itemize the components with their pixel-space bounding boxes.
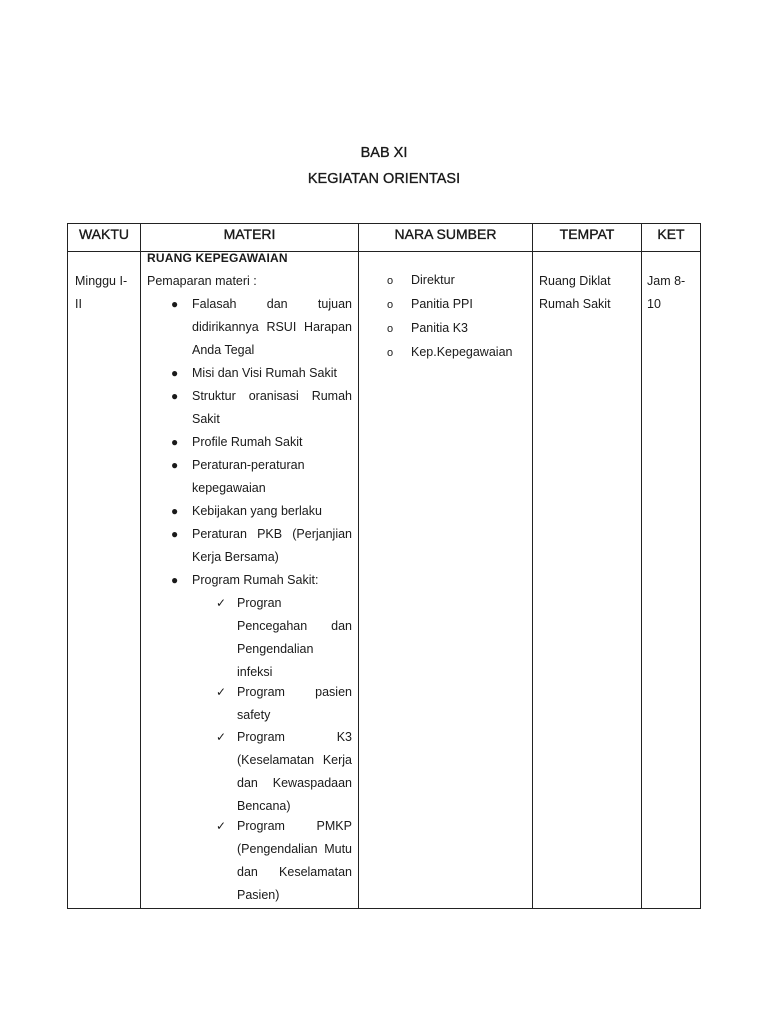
waktu-line: Minggu I- [75, 274, 128, 288]
circle-bullet-icon: o [387, 323, 394, 335]
bullet-icon: ● [171, 389, 179, 403]
bullet-icon: ● [171, 504, 179, 518]
section-title: RUANG KEPEGAWAIAN [147, 251, 288, 265]
nara-sumber-item: o Panitia K3 [387, 321, 468, 335]
bullet-icon: ● [171, 435, 179, 449]
nara-sumber-item: o Panitia PPI [387, 297, 473, 311]
nara-sumber-item: o Kep.Kepegawaian [387, 345, 513, 359]
checkmark-icon: ✓ [216, 685, 227, 699]
materi-item: ● Profile Rumah Sakit [147, 431, 352, 454]
header-nara-sumber: NARA SUMBER [394, 226, 497, 242]
bullet-icon: ● [171, 573, 179, 587]
bullet-icon: ● [171, 366, 179, 380]
ket-cell [647, 270, 685, 316]
checkmark-icon: ✓ [216, 730, 227, 744]
header-waktu: WAKTU [78, 226, 130, 242]
materi-item: ● Kebijakan yang berlaku [147, 500, 352, 523]
column-divider [358, 223, 359, 909]
column-divider [140, 223, 141, 909]
tempat-line: Rumah Sakit [539, 297, 611, 311]
ket-line: 10 [647, 297, 661, 311]
chapter-heading: BAB XI [360, 145, 408, 161]
ket-line: Jam 8- [647, 274, 686, 288]
materi-item: ● Falasah dan tujuan didirikannya RSUI Harapan Anda Tegal [147, 293, 352, 362]
program-item: ✓ Program pasien safety [147, 681, 352, 727]
materi-intro: Pemaparan materi : [147, 274, 257, 288]
program-item: ✓ Progran Pencegahan dan Pengendalian infeksi [147, 592, 352, 684]
column-divider [641, 223, 642, 909]
waktu-line: II [75, 297, 82, 311]
checkmark-icon: ✓ [216, 596, 227, 610]
header-materi: MATERI [223, 226, 276, 242]
materi-item: ● Misi dan Visi Rumah Sakit [147, 362, 352, 385]
program-item: ✓ Program PMKP (Pengendalian Mutu dan Keselamatan Pasien) [147, 815, 352, 907]
bullet-icon: ● [171, 297, 179, 311]
program-item: ✓ Program K3 (Keselamatan Kerja dan Kewaspadaan Bencana) [147, 726, 352, 818]
circle-bullet-icon: o [387, 275, 394, 287]
bullet-icon: ● [171, 527, 179, 541]
circle-bullet-icon: o [387, 347, 394, 359]
header-tempat: TEMPAT [559, 226, 615, 242]
materi-item: ● Peraturan PKB (Perjanjian Kerja Bersama) [147, 523, 352, 569]
materi-item: ● Peraturan-peraturan kepegawaian [147, 454, 352, 500]
materi-item: ● Program Rumah Sakit: [147, 569, 352, 592]
materi-item: ● Struktur oranisasi Rumah Sakit [147, 385, 352, 431]
header-ket: KET [657, 226, 685, 242]
tempat-line: Ruang Diklat [539, 274, 611, 288]
nara-sumber-item: o Direktur [387, 273, 455, 287]
column-divider [532, 223, 533, 909]
tempat-cell [539, 270, 611, 316]
waktu-cell [75, 270, 127, 316]
circle-bullet-icon: o [387, 299, 394, 311]
bullet-icon: ● [171, 458, 179, 472]
checkmark-icon: ✓ [216, 819, 227, 833]
page-title: KEGIATAN ORIENTASI [307, 171, 461, 187]
